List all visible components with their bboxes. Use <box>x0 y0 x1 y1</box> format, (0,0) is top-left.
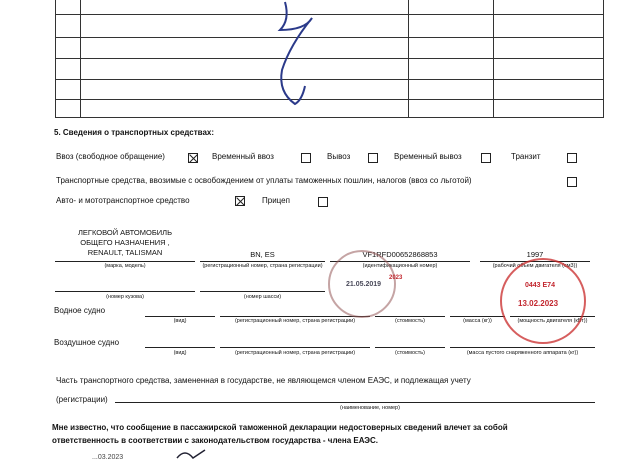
vehicle-vin: VF1RFD00652868853 <box>362 250 438 259</box>
label-export: Вывоз <box>327 152 351 161</box>
vehicle-volume: 1997 <box>526 250 544 259</box>
water-label: Водное судно <box>54 306 106 315</box>
caption-volume: (рабочий объем двигателя (см3)) <box>492 263 578 269</box>
checkbox-temp-export[interactable] <box>481 153 491 163</box>
water-caption-power: (мощность двигателя (кВт)) <box>517 318 588 324</box>
water-caption-kind: (вид) <box>173 318 187 324</box>
checkbox-temp-import[interactable] <box>301 153 311 163</box>
checkbox-auto[interactable] <box>235 196 245 206</box>
water-caption-reg: (регистрационный номер, страна регистрации) <box>234 318 356 324</box>
air-caption-kind: (вид) <box>173 350 187 356</box>
make-line-2: ОБЩЕГО НАЗНАЧЕНИЯ , <box>80 238 170 247</box>
stamp-left-date: 21.05.2019 <box>346 281 382 288</box>
checkbox-trailer[interactable] <box>318 197 328 207</box>
stamp-right-code: 0443 Е74 <box>525 282 555 289</box>
make-line-3: RENAULT, TALISMAN <box>87 248 163 257</box>
checkbox-import-free[interactable] <box>188 153 198 163</box>
label-transit: Транзит <box>511 152 541 161</box>
air-caption-reg: (регистрационный номер, страна регистрации) <box>234 350 356 356</box>
label-benefit-import: Транспортные средства, ввозимые с освобождением от уплаты таможенных пошлин, налогов (ввоз со льготой) <box>56 176 472 185</box>
vehicle-reg-number: BN, ES <box>250 250 275 259</box>
part-caption-name: (наименование, номер) <box>340 405 400 411</box>
label-auto: Авто- и мототранспортное средство <box>56 196 190 205</box>
notice-line-2: ответственность в соответствии с законодательством государства - члена ЕАЭС. <box>52 436 378 445</box>
water-caption-cost: (стоимость) <box>395 318 425 324</box>
label-temp-import: Временный ввоз <box>212 152 274 161</box>
section5-title: 5. Сведения о транспортных средствах: <box>54 128 214 137</box>
signature-mark <box>175 446 215 460</box>
caption-chassis: (номер шасси) <box>243 294 282 300</box>
bottom-date: ...03.2023 <box>92 454 124 461</box>
air-caption-cost: (стоимость) <box>395 350 425 356</box>
air-label: Воздушное судно <box>54 338 120 347</box>
notice-line-1: Мне известно, что сообщение в пассажирской таможенной декларации недостоверных сведений влечет за собой <box>52 423 508 432</box>
stamp-left-year: 2023 <box>389 275 403 281</box>
label-temp-export: Временный вывоз <box>394 152 462 161</box>
label-import-free: Ввоз (свободное обращение) <box>56 152 165 161</box>
checkbox-transit[interactable] <box>567 153 577 163</box>
goods-table <box>0 0 620 118</box>
part-text: Часть транспортного средства, замененная в государстве, не являющемся членом ЕАЭС, и подлежащая учету <box>56 376 471 385</box>
caption-vin: (идентификационный номер) <box>362 263 438 269</box>
checkbox-benefit-import[interactable] <box>567 177 577 187</box>
checkbox-export[interactable] <box>368 153 378 163</box>
caption-body: (номер кузова) <box>106 294 144 300</box>
make-line-1: ЛЕГКОВОЙ АВТОМОБИЛЬ <box>78 228 172 237</box>
label-trailer: Прицеп <box>262 196 290 205</box>
caption-reg: (регистрационный номер, страна регистрации) <box>202 263 323 269</box>
z-strike-mark <box>250 0 340 112</box>
caption-make: (марка, модель) <box>104 263 146 269</box>
water-caption-mass: (масса (кг)) <box>463 318 492 324</box>
stamp-right-date: 13.02.2023 <box>518 299 559 308</box>
part-reg-label: (регистрации) <box>56 395 108 404</box>
vehicle-make-model <box>55 228 195 258</box>
air-caption-mass: (масса пустого снаряженного аппарата (кг)) <box>466 350 579 356</box>
